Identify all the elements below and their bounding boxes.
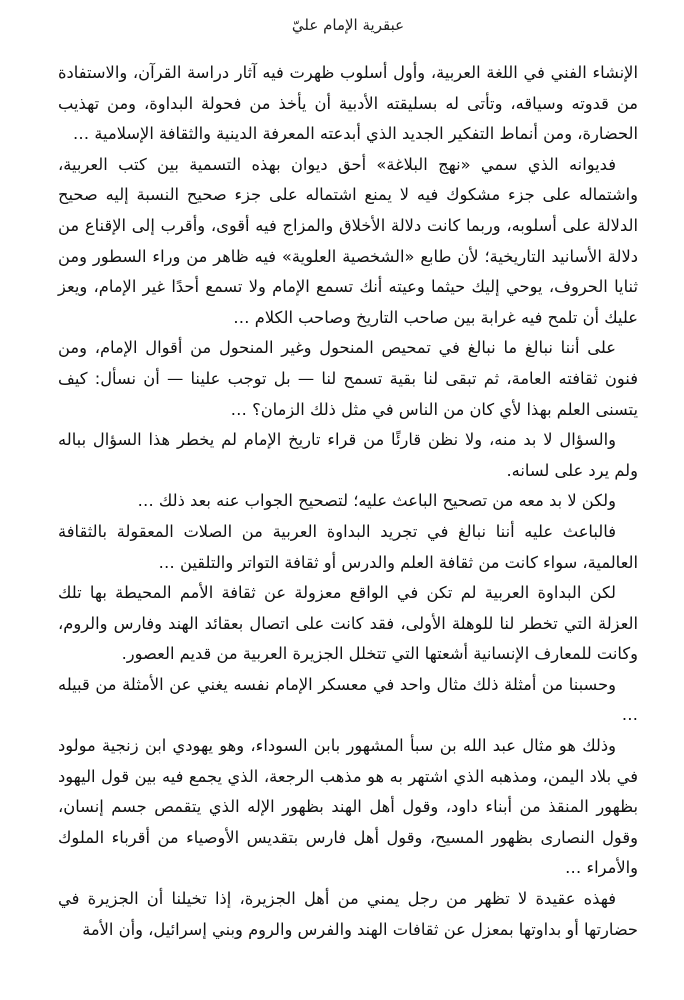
paragraph: لكن البداوة العربية لم تكن في الواقع معزولة عن ثقافة الأمم المحيطة بها تلك العزلة التي تخطر لنا للوهلة الأولى، فقد كانت على اتصال بعقائد الهند وفارس والروم، وكانت للمعارف الإنسانية أشعتها التي تتخلل الجزيرة العربية من قديم العصور. bbox=[58, 583, 638, 664]
running-header: عبقرية الإمام عليّ bbox=[291, 16, 405, 34]
paragraph: فهذه عقيدة لا تظهر من رجل يمني من أهل الجزيرة، إذا تخيلنا أن الجزيرة في حضارتها أو بداوتها بمعزل عن ثقافات الهند والفرس والروم وبني إسرائيل، وأن الأمة bbox=[58, 889, 638, 939]
paragraph: الإنشاء الفني في اللغة العربية، وأول أسلوب ظهرت فيه آثار دراسة القرآن، والاستفادة من قدوته وسياقه، وتأتى له بسليقته الأدبية أن يأخذ من فحولة البداوة، ومن تهذيب الحضارة، ومن أنماط التفكير الجديد الذي أبدعته المعرفة الدينية والثقافة الإسلامية … bbox=[58, 63, 638, 144]
body-text bbox=[58, 58, 638, 945]
paragraph: وذلك هو مثال عبد الله بن سبأ المشهور بابن السوداء، وهو يهودي ابن زنجية مولود في بلاد اليمن، ومذهبه الذي اشتهر به هو مذهب الرجعة، الذي يجمع فيه بين قول اليهود بظهور المنقذ من أبناء داود، وقول أهل الهند بظهور الإله الذي يتقمص جسم إنسان، وقول النصارى بظهور المسيح، وقول أهل فارس بتقديس الأوصياء من أقرباء الملوك والأمراء … bbox=[58, 736, 638, 878]
paragraph: والسؤال لا بد منه، ولا نظن قارئًا من قراء تاريخ الإمام لم يخطر هذا السؤال بباله ولم يرد على لسانه. bbox=[58, 430, 638, 480]
paragraph: على أننا نبالغ ما نبالغ في تمحيص المنحول وغير المنحول من أقوال الإمام، ومن فنون ثقافته العامة، ثم تبقى لنا بقية تسمح لنا — بل توجب علينا — أن نسأل: كيف يتسنى العلم بهذا لأي كان من الناس في مثل ذلك الزمان؟ … bbox=[58, 338, 638, 419]
paragraph: فديوانه الذي سمي «نهج البلاغة» أحق ديوان بهذه التسمية بين كتب العربية، واشتماله على جزء مشكوك فيه لا يمنع اشتماله على جزء صحيح النسبة إليه صحيح الدلالة على أسلوبه، وربما كانت دلالة الأخلاق والمزاج فيه أقوى، وأقرب إلى الإقناع من دلالة الأسانيد التاريخية؛ لأن طابع «الشخصية العلوية» فيه ظاهر من وراء السطور ومن ثنايا الحروف، يوحي إليك حيثما وعيته أنك تسمع الإمام ولا تسمع أحدًا غير الإمام، ويعز عليك أن تلمح فيه غرابة بين صاحب التاريخ وصاحب الكلام … bbox=[58, 154, 638, 327]
paragraph: ولكن لا بد معه من تصحيح الباعث عليه؛ لتصحيح الجواب عنه بعد ذلك … bbox=[137, 491, 616, 511]
paragraph: وحسبنا من أمثلة ذلك مثال واحد في معسكر الإمام نفسه يغني عن الأمثلة من قبيله … bbox=[58, 674, 638, 725]
paragraph: فالباعث عليه أننا نبالغ في تجريد البداوة العربية من الصلات المعقولة بالثقافة العالمية، سواء كانت من ثقافة العلم والدرس أو ثقافة التواتر والتلقين … bbox=[58, 521, 638, 572]
